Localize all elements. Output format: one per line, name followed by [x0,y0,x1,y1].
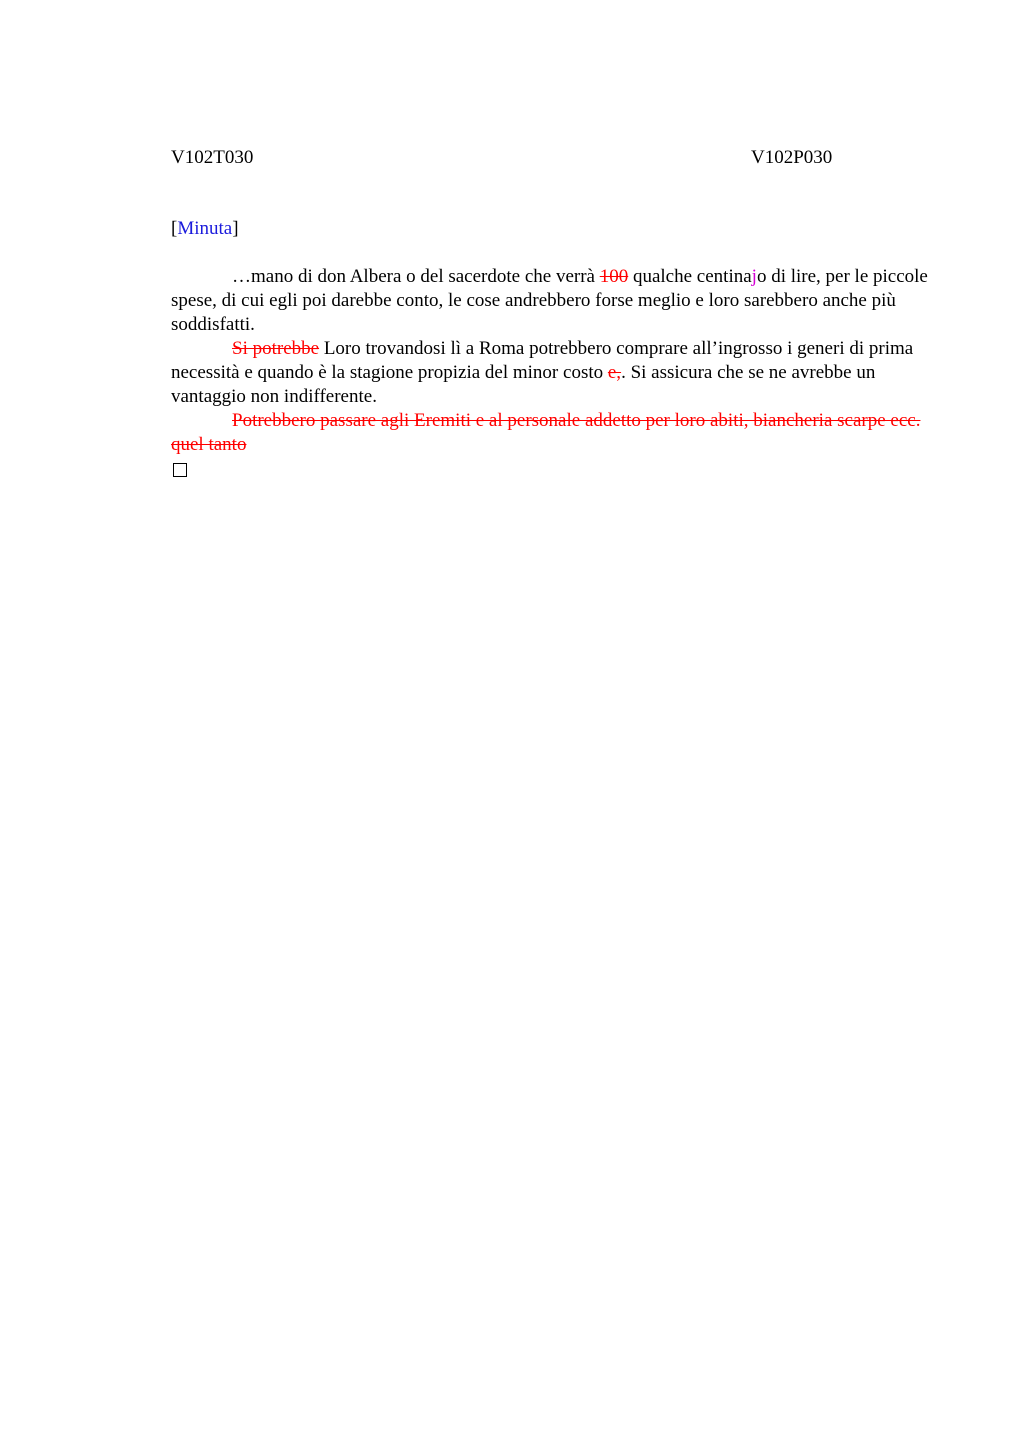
minuta-label [171,217,239,241]
text-segment: Loro trovandosi lì a Roma potrebbero comprare all’ingrosso i generi di prima necessità e quando è la stagione propizia del minor costo [171,338,914,383]
inserted-text: j [751,266,757,287]
header-codes [171,146,931,170]
paragraph-1 [171,265,931,337]
code-left: V102T030 [171,147,254,168]
minuta-text: Minuta [177,218,233,239]
empty-square-icon [173,463,187,477]
deleted-text: e, [607,362,622,383]
paragraph-3 [171,409,931,457]
bracket-open: [ [171,218,178,239]
deleted-text: 100 [599,266,629,287]
deleted-text: Si potrebbe [232,338,320,359]
text-segment: …mano di don Albera o del sacerdote che verrà [232,266,600,287]
text-segment: qualche centina [628,266,752,287]
deleted-text: Potrebbero passare agli Eremiti e al personale addetto per loro abiti, biancheria scarpe ecc. quel tanto [171,410,921,455]
text-segment: o di lire, per le piccole spese, di cui egli poi darebbe conto, le cose andrebbero forse meglio e loro sarebbero anche più soddisfatti. [171,266,928,335]
paragraph-2 [171,337,931,409]
document-body [171,265,931,477]
bracket-close: ] [232,218,239,239]
code-right: V102P030 [751,147,833,168]
text-segment: . Si assicura che se ne avrebbe un vantaggio non indifferente. [171,362,876,407]
